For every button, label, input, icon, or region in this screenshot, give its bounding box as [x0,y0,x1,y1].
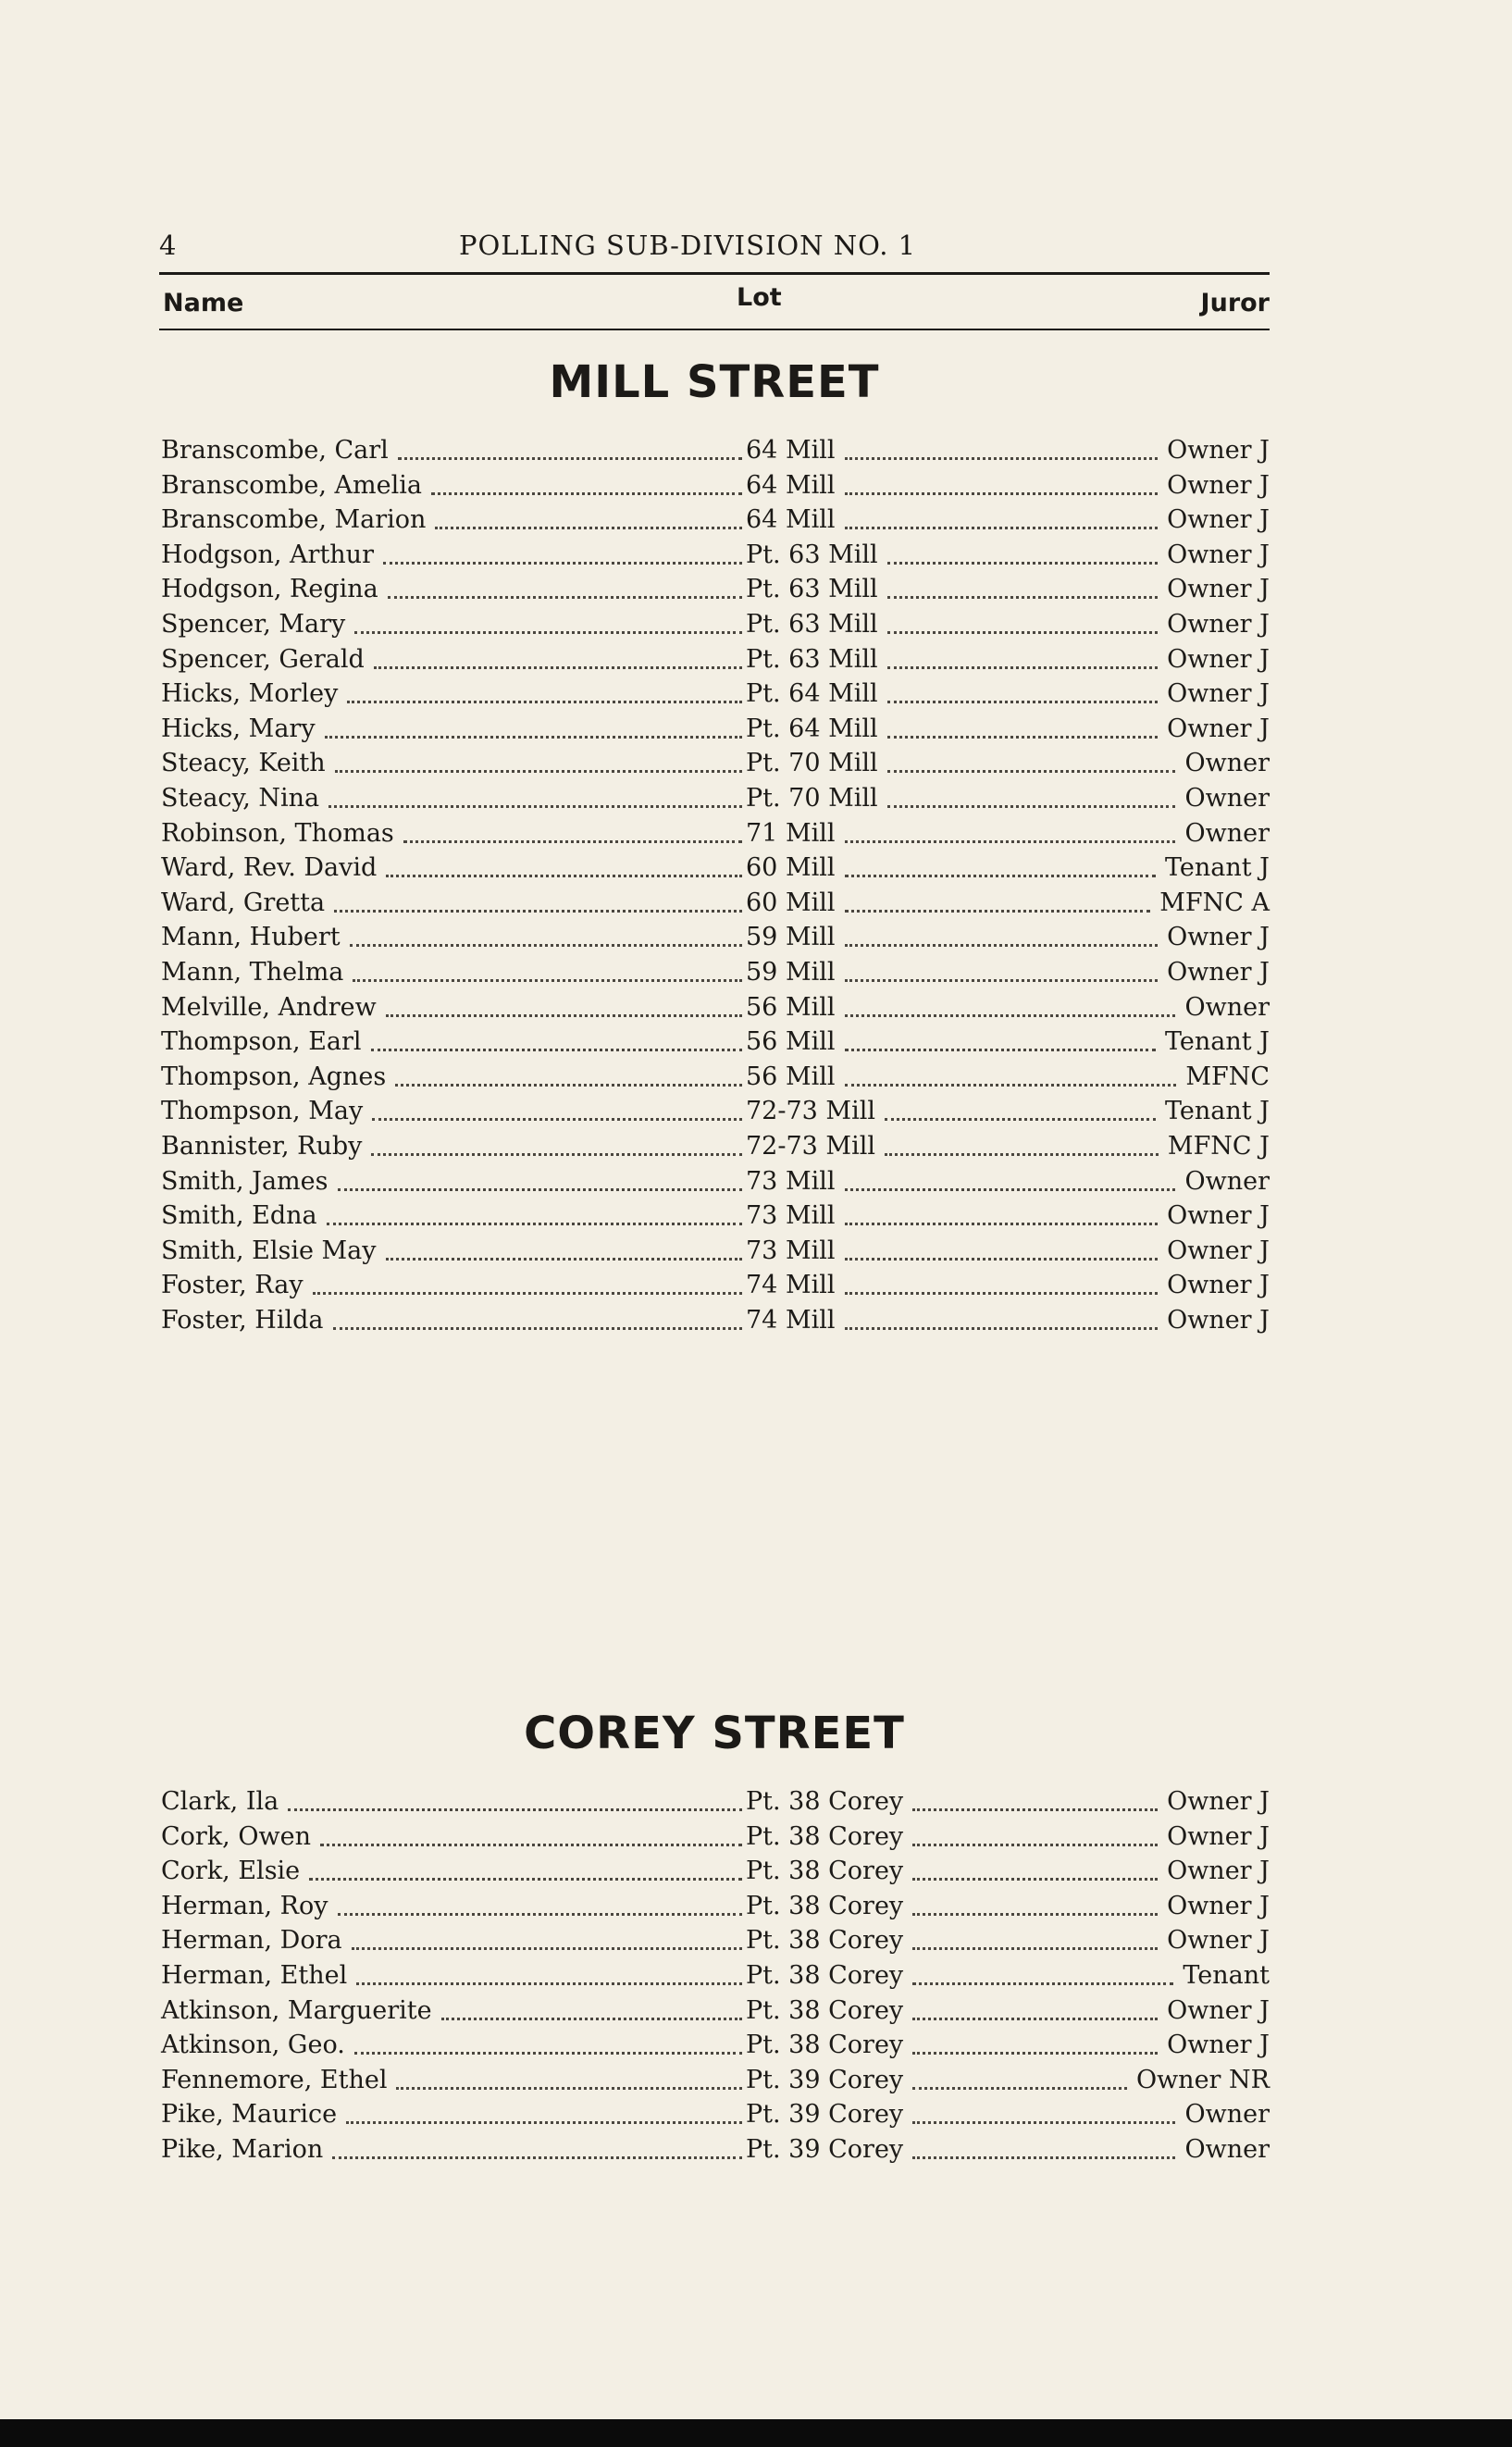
dot-leader [845,1049,1156,1051]
entry-name: Atkinson, Marguerite [161,1995,432,2025]
entry-juror: Tenant J [1164,853,1270,883]
entry-name: Foster, Ray [161,1271,304,1300]
dot-leader [350,944,742,947]
dot-leader [845,875,1156,877]
entry-juror: Owner J [1167,714,1270,743]
page-number: 4 [159,230,177,261]
dot-leader [887,805,1175,808]
list-item [161,2028,1271,2063]
list-item [161,1094,1271,1129]
list-item [161,677,1271,712]
dot-leader [845,527,1158,529]
dot-leader [845,1084,1176,1087]
entry-name: Steacy, Nina [161,784,320,813]
entry-juror: Owner J [1167,1926,1270,1956]
section-title-mill-street: MILL STREET [549,356,880,408]
entry-lot: 72-73 Mill [746,1132,875,1161]
list-item [161,1958,1271,1994]
entry-juror: Owner J [1167,1891,1270,1920]
entry-name: Robinson, Thomas [161,818,394,848]
dot-leader [347,701,742,703]
running-head [159,230,1270,267]
dot-leader [346,2121,742,2124]
entry-juror: Owner NR [1135,2065,1270,2094]
entry-juror: Tenant J [1164,1097,1270,1126]
dot-leader [845,1258,1158,1261]
entry-name: Branscombe, Marion [161,505,427,535]
entry-juror: Owner [1184,818,1270,848]
entry-lot: Pt. 39 Corey [746,2100,904,2130]
entry-name: Atkinson, Geo. [161,2031,345,2060]
dot-leader [912,1982,1173,1985]
entry-juror: Tenant [1183,1961,1270,1990]
entry-lot: 60 Mill [746,853,836,883]
entry-lot: Pt. 38 Corey [746,1891,904,1920]
entry-juror: Owner J [1167,610,1270,639]
dot-leader [327,1223,742,1225]
running-title: POLLING SUB-DIVISION NO. 1 [459,230,917,261]
dot-leader [845,1327,1158,1330]
entry-lot: Pt. 38 Corey [746,1961,904,1990]
entry-name: Herman, Dora [161,1926,342,1956]
entry-juror: Owner J [1167,575,1270,604]
dot-leader [912,1913,1158,1916]
list-item [161,955,1271,990]
dot-leader [912,2018,1158,2020]
entry-name: Fennemore, Ethel [161,2065,388,2094]
dot-leader [887,631,1158,634]
entry-juror: Owner J [1167,958,1270,987]
entry-juror: Owner J [1167,923,1270,952]
entry-juror: Owner J [1167,1236,1270,1265]
dot-leader [328,805,742,808]
dot-leader [912,1844,1158,1846]
list-item [161,1923,1271,1958]
entry-name: Hicks, Morley [161,679,339,709]
dot-leader [435,527,742,529]
dot-leader [386,1258,742,1261]
list-item [161,1060,1271,1095]
entry-name: Hodgson, Arthur [161,540,374,569]
dot-leader [395,1084,742,1087]
column-header-lot: Lot [737,283,782,312]
entry-lot: Pt. 39 Corey [746,2065,904,2094]
dot-leader [386,875,742,877]
entry-name: Thompson, Earl [161,1027,362,1057]
entry-lot: 73 Mill [746,1236,836,1265]
list-item [161,1303,1271,1338]
list-item [161,1784,1271,1820]
entry-juror: Owner J [1167,1787,1270,1816]
dot-leader [885,1153,1159,1156]
dot-leader [354,631,742,634]
list-item [161,503,1271,538]
dot-leader [887,562,1158,565]
dot-leader [371,1153,742,1156]
dot-leader [338,1913,742,1916]
list-item [161,1268,1271,1303]
entry-juror: Owner [1184,2135,1270,2164]
entry-juror: Owner J [1167,1306,1270,1335]
entry-lot: Pt. 70 Mill [746,784,878,813]
entry-juror: Owner J [1167,1995,1270,2025]
dot-leader [371,1049,742,1051]
entry-lot: Pt. 63 Mill [746,575,878,604]
list-item [161,572,1271,607]
section-title-corey-street: COREY STREET [524,1708,905,1759]
dot-leader [353,979,742,982]
entry-juror: Owner J [1167,1201,1270,1231]
entry-lot: Pt. 63 Mill [746,644,878,674]
entry-name: Branscombe, Carl [161,436,389,465]
entry-lot: 59 Mill [746,958,836,987]
dot-leader [912,1947,1158,1950]
dot-leader [845,944,1158,947]
list-item [161,1025,1271,1060]
dot-leader [912,2156,1175,2159]
column-header-juror: Juror [1200,289,1270,317]
entry-name: Bannister, Ruby [161,1132,363,1161]
entry-name: Pike, Maurice [161,2100,338,2130]
dot-leader [325,736,742,739]
list-item [161,1234,1271,1269]
entry-name: Steacy, Keith [161,749,326,778]
page-bottom-edge [0,2419,1512,2447]
list-item [161,1994,1271,2029]
entry-juror: Owner J [1167,540,1270,569]
entry-lot: 72-73 Mill [746,1097,875,1126]
entry-juror: Owner J [1167,505,1270,535]
dot-leader [845,1292,1158,1295]
list-item [161,538,1271,573]
dot-leader [354,2052,742,2055]
entry-juror: Owner J [1167,1857,1270,1886]
entry-lot: Pt. 38 Corey [746,1857,904,1886]
dot-leader [374,666,742,669]
dot-leader [334,910,742,913]
list-item [161,642,1271,677]
dot-leader [845,1223,1158,1225]
dot-leader [352,1947,742,1950]
dot-leader [383,562,742,565]
dot-leader [338,1188,742,1191]
entry-lot: 56 Mill [746,1062,836,1091]
list-item [161,746,1271,781]
entry-juror: Owner J [1167,436,1270,465]
dot-leader [335,770,742,773]
dot-leader [887,701,1158,703]
dot-leader [288,1808,742,1811]
entry-name: Foster, Hilda [161,1306,324,1335]
entry-lot: Pt. 63 Mill [746,610,878,639]
list-item [161,1199,1271,1234]
list-item [161,1854,1271,1889]
entry-lot: Pt. 64 Mill [746,714,878,743]
dot-leader [332,2156,742,2159]
entry-juror: Owner J [1167,1271,1270,1300]
entry-lot: 56 Mill [746,1027,836,1057]
entry-juror: Owner J [1167,470,1270,500]
entry-name: Thompson, Agnes [161,1062,387,1091]
list-item [161,607,1271,642]
entry-name: Clark, Ila [161,1787,279,1816]
entry-juror: Owner J [1167,644,1270,674]
entry-juror: MFNC J [1167,1132,1270,1161]
entry-juror: Tenant J [1164,1027,1270,1057]
entry-name: Smith, Elsie May [161,1236,377,1265]
entry-juror: Owner [1184,992,1270,1022]
dot-leader [388,596,742,599]
entry-name: Pike, Marion [161,2135,324,2164]
dot-leader [887,736,1158,739]
entry-name: Herman, Ethel [161,1961,348,1990]
dot-leader [845,979,1158,982]
entry-lot: Pt. 39 Corey [746,2135,904,2164]
list-item [161,1164,1271,1199]
entry-lot: 71 Mill [746,818,836,848]
list-item [161,2097,1271,2132]
entry-lot: 74 Mill [746,1306,836,1335]
entry-juror: Owner [1184,749,1270,778]
list-item [161,990,1271,1025]
entry-name: Smith, Edna [161,1201,317,1231]
entry-juror: MFNC [1185,1062,1270,1091]
list-item [161,2132,1271,2168]
list-item [161,816,1271,851]
column-header-name: Name [163,289,244,317]
dot-leader [912,1878,1158,1881]
dot-leader [887,596,1158,599]
dot-leader [845,1014,1175,1017]
dot-leader [912,2052,1158,2055]
dot-leader [398,457,742,460]
dot-leader [912,2121,1175,2124]
dot-leader [845,492,1158,495]
entry-name: Mann, Hubert [161,923,341,952]
entry-juror: MFNC A [1159,888,1270,917]
list-item [161,433,1271,468]
header-rule [159,272,1270,275]
dot-leader [845,840,1175,843]
entry-lot: 64 Mill [746,470,836,500]
list-item [161,712,1271,747]
dot-leader [396,2087,742,2090]
entry-lot: 60 Mill [746,888,836,917]
entry-lot: 64 Mill [746,436,836,465]
entry-juror: Owner [1184,1166,1270,1196]
entry-juror: Owner [1184,2100,1270,2130]
list-item [161,781,1271,816]
dot-leader [887,666,1158,669]
entry-name: Melville, Andrew [161,992,377,1022]
entry-name: Cork, Elsie [161,1857,301,1886]
entry-lot: Pt. 38 Corey [746,1995,904,2025]
list-item [161,886,1271,921]
entry-lot: Pt. 63 Mill [746,540,878,569]
entry-name: Branscombe, Amelia [161,470,422,500]
dot-leader [320,1844,742,1846]
entry-lot: 59 Mill [746,923,836,952]
entry-lot: Pt. 38 Corey [746,1787,904,1816]
dot-leader [386,1014,742,1017]
entry-juror: Owner J [1167,1821,1270,1851]
entry-name: Thompson, May [161,1097,364,1126]
entry-lot: 56 Mill [746,992,836,1022]
entry-name: Hodgson, Regina [161,575,378,604]
list-item [161,1820,1271,1855]
entry-name: Hicks, Mary [161,714,316,743]
entry-name: Ward, Rev. David [161,853,378,883]
entry-name: Smith, James [161,1166,328,1196]
dot-leader [912,1808,1158,1811]
dot-leader [403,840,742,843]
entry-lot: 74 Mill [746,1271,836,1300]
entry-juror: Owner J [1167,679,1270,709]
entry-name: Mann, Thelma [161,958,344,987]
list-item [161,1129,1271,1164]
dot-leader [887,770,1175,773]
entry-lot: Pt. 38 Corey [746,1821,904,1851]
dot-leader [845,1188,1175,1191]
dot-leader [313,1292,742,1295]
dot-leader [845,457,1158,460]
list-item [161,1889,1271,1924]
entry-lot: 64 Mill [746,505,836,535]
dot-leader [372,1118,742,1121]
entry-lot: Pt. 70 Mill [746,749,878,778]
entry-name: Cork, Owen [161,1821,311,1851]
dot-leader [912,2087,1127,2090]
dot-leader [885,1118,1156,1121]
dot-leader [845,910,1150,913]
column-headers [159,283,1270,320]
entry-juror: Owner J [1167,2031,1270,2060]
list-item [161,2063,1271,2098]
entry-name: Herman, Roy [161,1891,328,1920]
dot-leader [333,1327,742,1330]
column-header-rule [159,329,1270,330]
entry-lot: Pt. 38 Corey [746,1926,904,1956]
entry-lot: 73 Mill [746,1201,836,1231]
entry-name: Spencer, Gerald [161,644,365,674]
list-item [161,920,1271,955]
dot-leader [431,492,742,495]
entry-name: Ward, Gretta [161,888,326,917]
list-item [161,468,1271,503]
entry-juror: Owner [1184,784,1270,813]
entry-lot: 73 Mill [746,1166,836,1196]
entry-name: Spencer, Mary [161,610,346,639]
dot-leader [356,1982,742,1985]
dot-leader [309,1878,742,1881]
entry-lot: Pt. 64 Mill [746,679,878,709]
list-item [161,851,1271,886]
entry-lot: Pt. 38 Corey [746,2031,904,2060]
dot-leader [441,2018,742,2020]
